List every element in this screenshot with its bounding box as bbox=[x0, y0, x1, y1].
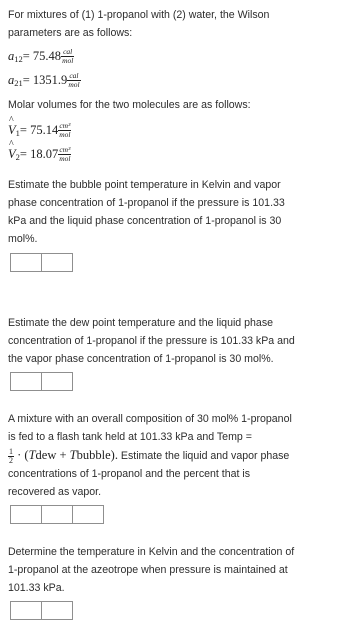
answer-boxes-q1 bbox=[10, 253, 72, 272]
answer-boxes-q3 bbox=[10, 505, 103, 524]
question-dew-point: Estimate the dew point temperature and the liquid phase concentration of 1-propanol if the pressure is 101.33 kPa and the vapor phase concentration of 1-propanol is 30 mol%. bbox=[8, 317, 295, 365]
molar-intro: Molar volumes for the two molecules are as follows: bbox=[8, 99, 251, 111]
unit-fraction: $\frac{\text{cal}}{\text{mol}}$ bbox=[68, 70, 80, 89]
unit-fraction: $\frac{\text{cm³}}{\text{mol}}$ bbox=[59, 144, 71, 163]
answer-input[interactable] bbox=[72, 505, 104, 524]
unit-fraction: $\frac{\text{cm³}}{\text{mol}}$ bbox=[59, 120, 71, 139]
param-a12: a 12 = 75.48 $\frac{\text{cal}}{\text{mol}}$ bbox=[8, 46, 74, 65]
unit-fraction: $\frac{\text{cal}}{\text{mol}}$ bbox=[62, 46, 74, 65]
answer-input[interactable] bbox=[41, 253, 73, 272]
intro-line: parameters are as follows: bbox=[8, 27, 133, 39]
molar-v2: ^ V 2 = 18.07 $\frac{\text{cm³}}{\text{mol}}$ bbox=[8, 142, 340, 166]
answer-input[interactable] bbox=[10, 505, 42, 524]
answer-boxes-q2 bbox=[10, 372, 72, 391]
answer-input[interactable] bbox=[41, 372, 73, 391]
answer-input[interactable] bbox=[10, 253, 42, 272]
answer-input[interactable] bbox=[41, 601, 73, 620]
answer-input[interactable] bbox=[10, 372, 42, 391]
question-bubble-point: Estimate the bubble point temperature in Kelvin and vapor phase concentration of 1-propanol if the pressure is 101.33 kPa and the liquid phase concentration of 1-propanol is 30 mol%. bbox=[8, 179, 285, 245]
question-flash: A mixture with an overall composition of 30 mol% 1-propanol is fed to a flash tank held at 101.33 kPa and Temp = $\frac{1}{2}$ · (Tdew + Tbubble). Estimate the liquid and vapor phase concentrations of 1-propanol and the percent that is recovered as vapor. bbox=[8, 410, 340, 501]
flash-temp-formula: $\frac{1}{2}$ · (Tdew + Tbubble). Estimate the liquid and vapor phase bbox=[9, 446, 290, 465]
param-a21: a 21 = 1351.9 $\frac{\text{cal}}{\text{mol}}$ bbox=[8, 70, 80, 89]
molar-v1: ^ V 1 = 75.14 $\frac{\text{cm³}}{\text{mol}}$ bbox=[8, 118, 340, 142]
intro-text bbox=[8, 6, 340, 42]
answer-input[interactable] bbox=[10, 601, 42, 620]
wilson-params bbox=[8, 44, 340, 92]
question-azeotrope: Determine the temperature in Kelvin and the concentration of 1-propanol at the azeotrope when pressure is maintained at 101.33 kPa. bbox=[8, 546, 295, 594]
molar-volumes bbox=[8, 118, 340, 166]
intro-line: For mixtures of (1) 1-propanol with (2) water, the Wilson bbox=[8, 9, 270, 21]
answer-input[interactable] bbox=[41, 505, 73, 524]
answer-boxes-q4 bbox=[10, 601, 72, 620]
half-fraction: $\frac{1}{2}$ bbox=[9, 446, 13, 465]
